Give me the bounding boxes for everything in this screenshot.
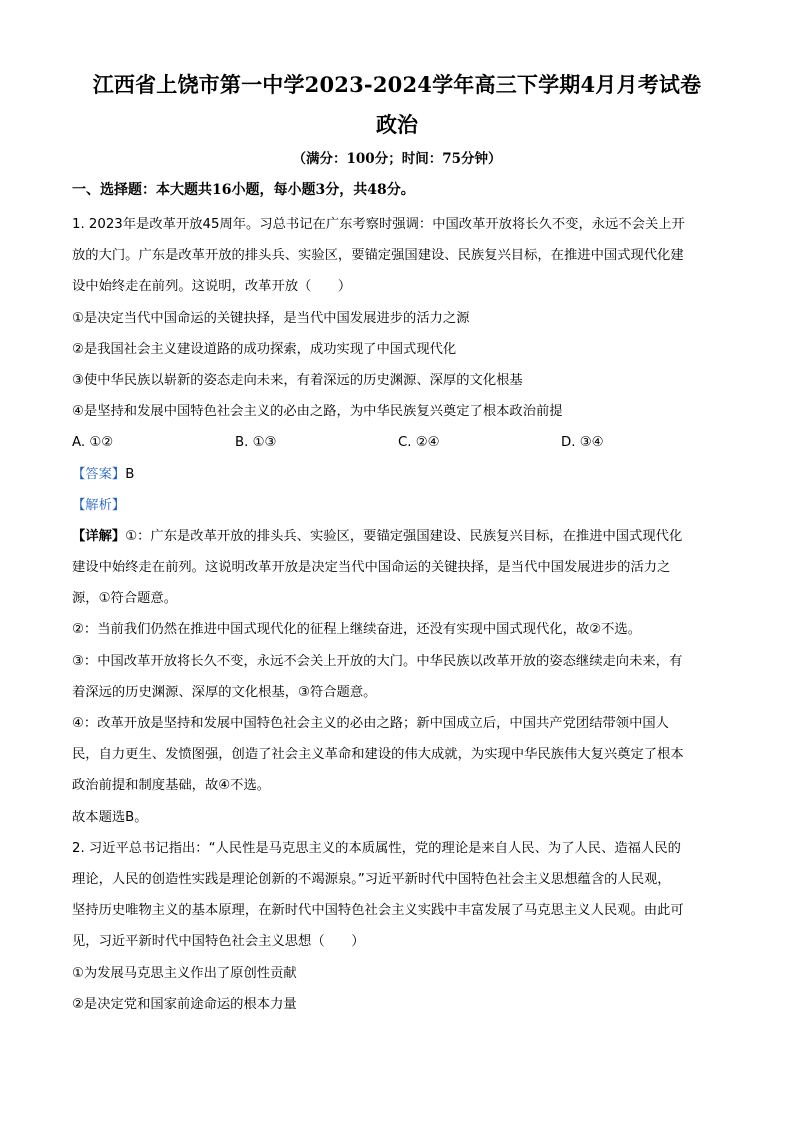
section-heading: 一、选择题：本大题共16小题，每小题3分，共48分。: [72, 182, 415, 198]
q1-analysis: [72, 490, 724, 521]
analysis-tag: 【解析】: [72, 497, 126, 513]
q1-statement: ②是我国社会主义建设道路的成功探索，成功实现了中国式现代化: [72, 341, 457, 357]
q2-stem-line: 2. 习近平总书记指出：“人民性是马克思主义的本质属性，党的理论是来自人民、为了人民、造福人民的: [72, 840, 681, 856]
q1-detail-line: 民，自力更生、发愤图强，创造了社会主义革命和建设的伟大成就，为实现中华民族伟大复兴奠定了根本: [72, 747, 684, 763]
q1-stem-line: 设中始终走在前列。这说明，改革开放（ ）: [72, 279, 352, 295]
q1-statement: ④是坚持和发展中国特色社会主义的必由之路，为中华民族复兴奠定了根本政治前提: [72, 404, 563, 420]
q1-detail-line: ②：当前我们仍然在推进中国式现代化的征程上继续奋进，还没有实现中国式现代化，故②不选。: [72, 622, 642, 638]
answer-tag: 【答案】: [72, 466, 126, 482]
q2-statement: ①为发展马克思主义作出了原创性贡献: [72, 965, 297, 981]
q1-detail-line: 建设中始终走在前列。这说明改革开放是决定当代中国命运的关键抉择，是当代中国发展进步的活力之: [72, 560, 671, 576]
q1-options: [72, 427, 724, 458]
q2-stem-line: 见，习近平新时代中国特色社会主义思想（ ）: [72, 934, 365, 950]
q1-detail-line: 源，①符合题意。: [72, 591, 177, 607]
q1-statement: ③使中华民族以崭新的姿态走向未来，有着深远的历史渊源、深厚的文化根基: [72, 372, 523, 388]
q1-conclusion: 故本题选B。: [72, 809, 148, 825]
question-2: [72, 833, 724, 1020]
option-c: C. ②④: [398, 435, 440, 451]
q1-detail-line: ④：改革开放是坚持和发展中国特色社会主义的必由之路；新中国成立后，中国共产党团结带领中国人: [72, 716, 669, 731]
option-a: A. ①②: [72, 435, 114, 451]
q1-detail-line: ③：中国改革开放将长久不变，永远不会关上开放的大门。中华民族以改革开放的姿态继续走向未来，有: [72, 653, 683, 669]
q1-stem-line: 1. 2023年是改革开放45周年。习总书记在广东考察时强调：中国改革开放将长久不变，永远不会关上开: [72, 217, 685, 232]
detail-tag: 【详解】: [72, 528, 126, 544]
exam-meta: （满分：100分；时间：75分钟）: [292, 151, 502, 167]
document-body: [72, 209, 724, 1020]
q1-detail-line: 政治前提和制度基础，故④不选。: [72, 778, 271, 794]
answer-value: B: [125, 466, 135, 482]
question-1: [72, 209, 724, 833]
exam-title: 江西省上饶市第一中学2023-2024学年高三下学期4月月考试卷: [92, 72, 702, 97]
option-d: D. ③④: [561, 435, 604, 451]
option-b: B. ①③: [235, 435, 277, 451]
q2-stem-line: 理论，人民的创造性实践是理论创新的不竭源泉。”习近平新时代中国特色社会主义思想蕴含的人民观，: [72, 871, 671, 887]
q1-detail-line: 着深远的历史渊源、深厚的文化根基，③符合题意。: [72, 684, 377, 700]
q1-stem-line: 放的大门。广东是改革开放的排头兵、实验区，要锚定强国建设、民族复兴目标，在推进中国式现代化建: [72, 248, 684, 264]
exam-subject: 政治: [376, 112, 418, 137]
q1-detail-line: 【详解】①：广东是改革开放的排头兵、实验区，要锚定强国建设、民族复兴目标，在推进中国式现代化: [72, 528, 683, 544]
q1-answer: [72, 459, 724, 490]
q1-statement: ①是决定当代中国命运的关键抉择，是当代中国发展进步的活力之源: [72, 310, 470, 326]
q2-stem-line: 坚持历史唯物主义的基本原理，在新时代中国特色社会主义实践中丰富发展了马克思主义人民观。由此可: [72, 903, 684, 919]
q2-statement: ②是决定党和国家前途命运的根本力量: [72, 996, 297, 1012]
